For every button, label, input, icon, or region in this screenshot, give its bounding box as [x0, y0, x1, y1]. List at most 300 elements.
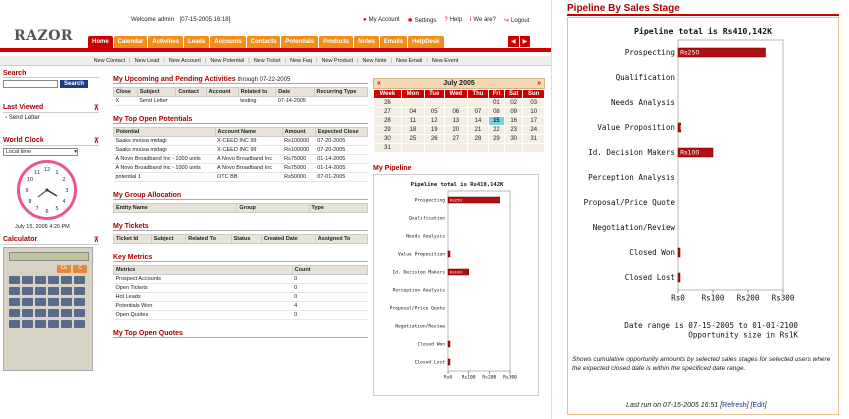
calendar-week-row — [374, 117, 545, 126]
tab-leads[interactable]: Leads — [184, 36, 209, 48]
tab-scroll-right-icon[interactable]: ▶ — [520, 36, 531, 47]
category-label: Qualification — [409, 216, 445, 222]
calendar-day[interactable]: 22 — [488, 126, 504, 135]
category-label: Prospecting — [414, 198, 445, 204]
table-cell: Saaks moüsa midagi — [114, 137, 216, 146]
table-row — [114, 284, 368, 293]
table-header-row — [114, 128, 368, 137]
chevron-down-icon: ▾ — [74, 149, 77, 155]
table-cell: Potentials Won — [114, 302, 293, 311]
subnav-link-new-email[interactable]: New Email — [396, 58, 423, 64]
table-cell: 07-14-2005 — [276, 97, 314, 106]
calendar-day[interactable]: 02 — [504, 99, 523, 108]
column-header[interactable]: Entity Name — [114, 204, 237, 213]
calendar-day[interactable]: 01 — [488, 99, 504, 108]
category-label: Needs Analysis — [610, 98, 675, 108]
table-row — [114, 164, 368, 173]
svg-text:9: 9 — [25, 188, 29, 194]
settings-link[interactable]: ✱ Settings — [407, 18, 437, 24]
table-cell: Send Letter — [137, 97, 176, 106]
clock-time: July 15, 2005 4:20 PM — [15, 224, 70, 230]
pipeline-panel — [567, 17, 839, 415]
calendar-month: July 2005 — [443, 80, 475, 87]
subnav-separator: | — [129, 58, 131, 64]
column-header[interactable]: Group — [237, 204, 309, 213]
table-cell: Saaks moüsa midagi — [114, 146, 216, 155]
svg-text:12: 12 — [43, 167, 51, 173]
calendar-header — [373, 78, 545, 89]
last-viewed-item[interactable]: ▪ Send Letter — [5, 115, 40, 121]
activities-table — [113, 87, 368, 106]
calendar-day[interactable]: 14 — [467, 117, 488, 126]
column-header[interactable]: Assigned To — [315, 235, 367, 244]
calc-key[interactable] — [48, 298, 59, 306]
tab-notes[interactable]: Notes — [354, 36, 379, 48]
calc-key[interactable] — [9, 298, 20, 306]
calc-key[interactable] — [74, 287, 85, 295]
tab-potentials[interactable]: Potentials — [281, 36, 318, 48]
category-label: Perception Analysis — [588, 173, 675, 183]
calendar-day[interactable]: 17 — [523, 117, 545, 126]
mini-calendar — [373, 89, 545, 153]
calc-key[interactable] — [35, 320, 46, 328]
calc-key[interactable] — [61, 309, 72, 317]
category-label: Perception Analysis — [392, 288, 445, 294]
table-cell — [314, 97, 367, 106]
table-cell: 0 — [292, 275, 367, 284]
calc-key[interactable] — [74, 276, 85, 284]
calendar-day[interactable]: 28 — [467, 135, 488, 144]
logout-icon: ↪ — [503, 18, 509, 24]
table-row — [114, 293, 368, 302]
column-header[interactable]: Account — [206, 88, 238, 97]
analog-clock — [17, 160, 77, 220]
column-header[interactable]: Expected Close — [315, 128, 367, 137]
column-header[interactable]: Metrics — [114, 266, 293, 275]
tab-home[interactable]: Home — [88, 36, 113, 48]
weekday-header: Mon — [401, 90, 424, 99]
calculator — [3, 247, 93, 371]
subnav-link-new-account[interactable]: New Account — [168, 58, 201, 64]
table-cell: 0 — [292, 284, 367, 293]
table-row — [114, 97, 368, 106]
my-account-link[interactable]: ● My Account — [363, 17, 400, 23]
column-header[interactable]: Close — [114, 88, 138, 97]
weekday-header: Sat — [504, 90, 523, 99]
calc-key[interactable] — [22, 287, 33, 295]
x-tick-label: Rs200 — [482, 375, 497, 381]
calendar-day[interactable]: 19 — [424, 126, 444, 135]
column-header[interactable]: Potential — [114, 128, 216, 137]
data-label: Rs2 — [680, 249, 692, 257]
mini-pipeline-chart — [373, 174, 539, 396]
table-header-row — [114, 88, 368, 97]
table-cell: Open Tickets — [114, 284, 293, 293]
category-label: Id. Decision Makers — [392, 270, 445, 276]
column-header[interactable]: Related to — [238, 88, 276, 97]
subnav-link-new-product[interactable]: New Product — [321, 58, 353, 64]
subnav-link-new-potential[interactable]: New Potential — [210, 58, 245, 64]
column-header[interactable]: Status — [231, 235, 261, 244]
app-logo[interactable]: RAZOR — [14, 28, 74, 44]
subnav-link-new-lead[interactable]: New Lead — [134, 58, 160, 64]
pipeline-note: Shows cumulative opportunity amounts by selected sales stages for selected users where the expected closed date is within the specificed date range. — [572, 356, 831, 373]
table-row — [114, 275, 368, 284]
calendar-day — [424, 144, 444, 153]
tab-accounts[interactable]: Accounts — [210, 36, 245, 48]
table-cell: 01-14-2005 — [315, 164, 367, 173]
calc-key[interactable] — [48, 276, 59, 284]
calc-key[interactable] — [74, 320, 85, 328]
svg-text:10: 10 — [26, 177, 34, 183]
calc-key[interactable] — [9, 287, 20, 295]
column-header[interactable]: Date — [276, 88, 314, 97]
pipeline-chart-svg — [568, 18, 838, 353]
pipeline-footer: Last run on 07-15-2005 16:51 [Refresh] [Edit] — [626, 402, 767, 409]
category-label: Value Proposition — [597, 123, 675, 133]
calendar-week-row — [374, 126, 545, 135]
table-cell: A Novo Broadband Inc — [215, 164, 282, 173]
note-icon: ▪ — [5, 115, 8, 121]
main-tabs — [88, 36, 444, 48]
x-tick-label: Rs300 — [771, 293, 795, 303]
category-label: Proposal/Price Quote — [389, 306, 445, 312]
subnav-link-new-ticket[interactable]: New Ticket — [253, 58, 281, 64]
pipeline-panel-header: Pipeline By Sales Stage — [567, 3, 839, 16]
calendar-day — [424, 99, 444, 108]
table-cell: X-CEED INC 99 — [215, 137, 282, 146]
subnav-separator: | — [204, 58, 207, 64]
table-cell: Prospect Accounts — [114, 275, 293, 284]
calendar-day — [523, 144, 545, 153]
calc-ce-button[interactable]: CE — [57, 265, 71, 273]
x-axis-label: Opportunity size in Rs1K — [688, 330, 798, 340]
calendar-day[interactable]: 26 — [424, 135, 444, 144]
table-row — [114, 137, 368, 146]
calendar-day — [401, 99, 424, 108]
plot-area — [448, 191, 510, 371]
tickets-section — [113, 223, 368, 244]
calendar-day — [467, 99, 488, 108]
tab-bar-divider — [0, 48, 552, 52]
column-header[interactable]: Related To — [186, 235, 231, 244]
calendar-day[interactable]: 31 — [523, 135, 545, 144]
subnav-link-new-faq[interactable]: New Faq — [290, 58, 313, 64]
help-icon: ? — [444, 17, 448, 23]
category-label: Closed Lost — [624, 273, 675, 283]
table-cell: A Novo Broadband Inc - 1000 units — [114, 164, 216, 173]
key-metrics-table — [113, 265, 368, 320]
calendar-day[interactable]: 11 — [401, 117, 424, 126]
help-link[interactable]: ? Help — [444, 17, 463, 23]
table-cell: X-CEED INC 99 — [215, 146, 282, 155]
column-header[interactable]: Account Name — [215, 128, 282, 137]
welcome-text — [131, 17, 230, 23]
calendar-day[interactable]: 04 — [401, 108, 424, 117]
table-cell — [176, 97, 206, 106]
data-label: Rs2 — [680, 274, 692, 282]
we-are-link[interactable]: i We are? — [470, 17, 496, 23]
calendar-day[interactable]: 03 — [523, 99, 545, 108]
subnav-link-new-contact[interactable]: New Contact — [93, 58, 126, 64]
column-header[interactable]: Type — [309, 204, 368, 213]
sidebar-search-button[interactable]: Search — [60, 80, 88, 88]
calendar-day[interactable]: 07 — [467, 108, 488, 117]
date-range-label: Date range is 07-15-2005 to 01-01-2100 — [624, 321, 798, 330]
calendar-day[interactable]: 09 — [504, 108, 523, 117]
calc-key[interactable] — [35, 309, 46, 317]
subnav-link-new-event[interactable]: New Event — [431, 58, 459, 64]
tab-calendar[interactable]: Calendar — [114, 36, 148, 48]
calendar-day[interactable]: 23 — [504, 126, 523, 135]
calendar-day[interactable]: 13 — [444, 117, 467, 126]
calc-key[interactable] — [61, 276, 72, 284]
table-cell: Rs100000 — [282, 146, 315, 155]
calendar-day[interactable]: 21 — [467, 126, 488, 135]
calc-key[interactable] — [61, 287, 72, 295]
potentials-section — [113, 116, 368, 182]
calendar-day[interactable]: 16 — [504, 117, 523, 126]
calendar-day[interactable]: 25 — [401, 135, 424, 144]
calc-key[interactable] — [9, 309, 20, 317]
sidebar-search-input[interactable] — [3, 80, 58, 88]
calc-key[interactable] — [35, 276, 46, 284]
weekday-header: Week — [374, 90, 402, 99]
refresh-link[interactable]: Refresh — [722, 402, 747, 409]
week-number: 30 — [374, 135, 402, 144]
chart-title: Pipeline total is Rs410,142K — [410, 182, 504, 188]
table-row — [114, 155, 368, 164]
calendar-day — [504, 144, 523, 153]
table-cell: Open Quotes — [114, 311, 293, 320]
calc-key[interactable] — [9, 320, 20, 328]
calc-key[interactable] — [61, 298, 72, 306]
table-cell: 07-20-2005 — [315, 137, 367, 146]
calc-key[interactable] — [48, 287, 59, 295]
calendar-day[interactable]: 27 — [444, 135, 467, 144]
column-header[interactable]: Created Date — [261, 235, 315, 244]
category-label: Closed Won — [629, 248, 675, 258]
tab-scroll — [508, 36, 530, 47]
group-allocation-table — [113, 203, 368, 213]
table-row — [114, 311, 368, 320]
calendar-prev-icon[interactable]: « — [377, 80, 381, 87]
calendar-day[interactable]: 15 — [488, 117, 504, 126]
welcome-label: Welcome admin — [131, 17, 174, 23]
tickets-table — [113, 234, 368, 244]
table-header-row — [114, 235, 368, 244]
column-header[interactable]: Subject — [137, 88, 176, 97]
calendar-day[interactable]: 12 — [424, 117, 444, 126]
calendar-day[interactable]: 29 — [488, 135, 504, 144]
calc-key[interactable] — [74, 298, 85, 306]
svg-text:2: 2 — [62, 177, 66, 183]
info-icon: i — [470, 17, 472, 23]
calc-key[interactable] — [22, 298, 33, 306]
calendar-weekdays — [374, 90, 545, 99]
calc-key[interactable] — [35, 287, 46, 295]
week-number: 31 — [374, 144, 402, 153]
data-label: Rs2 — [450, 341, 458, 347]
calendar-day[interactable]: 10 — [523, 108, 545, 117]
quick-create-bar — [0, 56, 552, 66]
data-label: Rs100 — [450, 269, 462, 275]
calc-key[interactable] — [48, 320, 59, 328]
data-label: Rs250 — [680, 49, 700, 57]
header-datetime: [07-15-2005 16:18] — [179, 17, 231, 23]
table-cell: testing — [238, 97, 276, 106]
category-label: Needs Analysis — [406, 234, 445, 240]
svg-text:5: 5 — [55, 206, 59, 212]
column-header[interactable]: Amount — [282, 128, 315, 137]
chart-title: Pipeline total is Rs410,142K — [633, 26, 773, 36]
calendar-day — [488, 144, 504, 153]
calc-key[interactable] — [22, 320, 33, 328]
table-cell: Rs50000 — [282, 173, 315, 182]
calendar-day[interactable]: 24 — [523, 126, 545, 135]
table-cell: Rs75000 — [282, 155, 315, 164]
category-label: Negotiation/Review — [592, 223, 675, 233]
calendar-day[interactable]: 05 — [424, 108, 444, 117]
search-heading: Search — [3, 70, 99, 78]
table-cell: 07-01-2005 — [315, 173, 367, 182]
last-viewed-heading: Last Viewed ⊼ — [3, 104, 99, 112]
category-label: Qualification — [615, 73, 675, 83]
subnav-separator: | — [357, 58, 359, 64]
calendar-day[interactable]: 06 — [444, 108, 467, 117]
calc-key[interactable] — [74, 309, 85, 317]
tab-products[interactable]: Products — [319, 36, 353, 48]
table-row — [114, 302, 368, 311]
potentials-table — [113, 127, 368, 182]
calc-key[interactable] — [9, 276, 20, 284]
calc-key[interactable] — [22, 276, 33, 284]
column-header[interactable]: Recurring Type — [314, 88, 367, 97]
data-label: Rs2 — [450, 359, 458, 365]
subnav-separator: | — [248, 58, 250, 64]
category-label: Prospecting — [624, 48, 675, 58]
sidebar — [3, 70, 99, 371]
calendar-week-row — [374, 99, 545, 108]
weekday-header: Sun — [523, 90, 545, 99]
subnav-separator: | — [390, 58, 393, 64]
table-cell — [206, 97, 238, 106]
tab-contacts[interactable]: Contacts — [247, 36, 281, 48]
logout-link[interactable]: ↪ Logout — [503, 18, 530, 24]
calc-key[interactable] — [22, 309, 33, 317]
weekday-header: Tue — [424, 90, 444, 99]
table-cell: 07-20-2005 — [315, 146, 367, 155]
column-header[interactable]: Subject — [151, 235, 185, 244]
tickets-title: My Tickets — [113, 223, 368, 231]
subnav-link-new-note[interactable]: New Note — [362, 58, 387, 64]
table-cell: A Novo Broadband Inc - 1000 units — [114, 155, 216, 164]
calendar-next-icon[interactable]: » — [537, 80, 541, 87]
table-row — [114, 146, 368, 155]
tab-helpdesk[interactable]: HelpDesk — [408, 36, 443, 48]
week-number: 28 — [374, 117, 402, 126]
calendar-day[interactable]: 20 — [444, 126, 467, 135]
group-allocation-section — [113, 192, 368, 213]
world-clock-heading: World Clock ⊼ — [3, 137, 99, 145]
pin-icon[interactable]: ⊼ — [93, 138, 99, 145]
calc-c-button[interactable]: C — [73, 265, 87, 273]
svg-text:8: 8 — [28, 199, 32, 205]
week-number: 26 — [374, 99, 402, 108]
calendar-day — [444, 99, 467, 108]
calc-key[interactable] — [48, 309, 59, 317]
user-icon: ● — [363, 17, 367, 23]
pin-icon[interactable]: ⊼ — [93, 105, 99, 112]
edit-link[interactable]: Edit — [752, 402, 765, 409]
tab-activities[interactable]: Activities — [148, 36, 183, 48]
table-cell: Rs100000 — [282, 137, 315, 146]
activities-title: My Upcoming and Pending Activities through 07-22-2005 — [113, 76, 368, 84]
data-label: Rs8 — [680, 124, 692, 132]
table-header-row — [114, 204, 368, 213]
subnav-separator: | — [163, 58, 165, 64]
table-cell: 0 — [292, 311, 367, 320]
timezone-select[interactable]: Local time ▾ — [3, 148, 78, 156]
table-header-row — [114, 266, 368, 275]
calculator-heading: Calculator ⊼ — [3, 236, 99, 244]
calendar-day[interactable]: 18 — [401, 126, 424, 135]
svg-text:7: 7 — [35, 206, 39, 212]
svg-text:6: 6 — [45, 209, 49, 215]
table-cell: OTC BB — [215, 173, 282, 182]
calculator-display — [9, 252, 89, 261]
column-header[interactable]: Count — [292, 266, 367, 275]
mini-pipeline-svg — [374, 175, 540, 397]
table-cell: 0 — [292, 293, 367, 302]
calendar-week-row — [374, 135, 545, 144]
home-main — [113, 76, 368, 341]
top-quotes-title: My Top Open Quotes — [113, 330, 368, 338]
tab-scroll-left-icon[interactable]: ◀ — [508, 36, 519, 47]
data-label: Rs250 — [450, 197, 462, 203]
calendar-week-row — [374, 108, 545, 117]
key-metrics-section — [113, 254, 368, 320]
table-cell: 01-14-2005 — [315, 155, 367, 164]
tab-emails[interactable]: Emails — [380, 36, 407, 48]
last-run-text: Last run on 07-15-2005 16:51 — [626, 402, 719, 409]
x-tick-label: Rs0 — [671, 293, 685, 303]
gear-icon: ✱ — [407, 18, 413, 24]
category-label: Id. Decision Makers — [588, 148, 675, 158]
week-number: 27 — [374, 108, 402, 117]
right-column — [373, 78, 545, 396]
calendar-day[interactable]: 08 — [488, 108, 504, 117]
svg-text:11: 11 — [33, 170, 41, 176]
column-header[interactable]: Contact — [176, 88, 206, 97]
subnav-separator: | — [284, 58, 287, 64]
table-cell: A Novo Broadband Inc — [215, 155, 282, 164]
x-tick-label: Rs0 — [443, 375, 453, 381]
clock-face-icon — [20, 163, 74, 217]
table-cell: X — [114, 97, 138, 106]
data-label: Rs100 — [680, 149, 700, 157]
calendar-week-row — [374, 144, 545, 153]
pin-icon[interactable]: ⊼ — [93, 237, 99, 244]
calc-key[interactable] — [61, 320, 72, 328]
key-metrics-title: Key Metrics — [113, 254, 368, 262]
table-row — [114, 173, 368, 182]
potentials-title: My Top Open Potentials — [113, 116, 368, 124]
calc-key[interactable] — [35, 298, 46, 306]
x-tick-label: Rs300 — [503, 375, 517, 381]
calendar-day[interactable]: 30 — [504, 135, 523, 144]
column-header[interactable]: Ticket Id — [114, 235, 152, 244]
